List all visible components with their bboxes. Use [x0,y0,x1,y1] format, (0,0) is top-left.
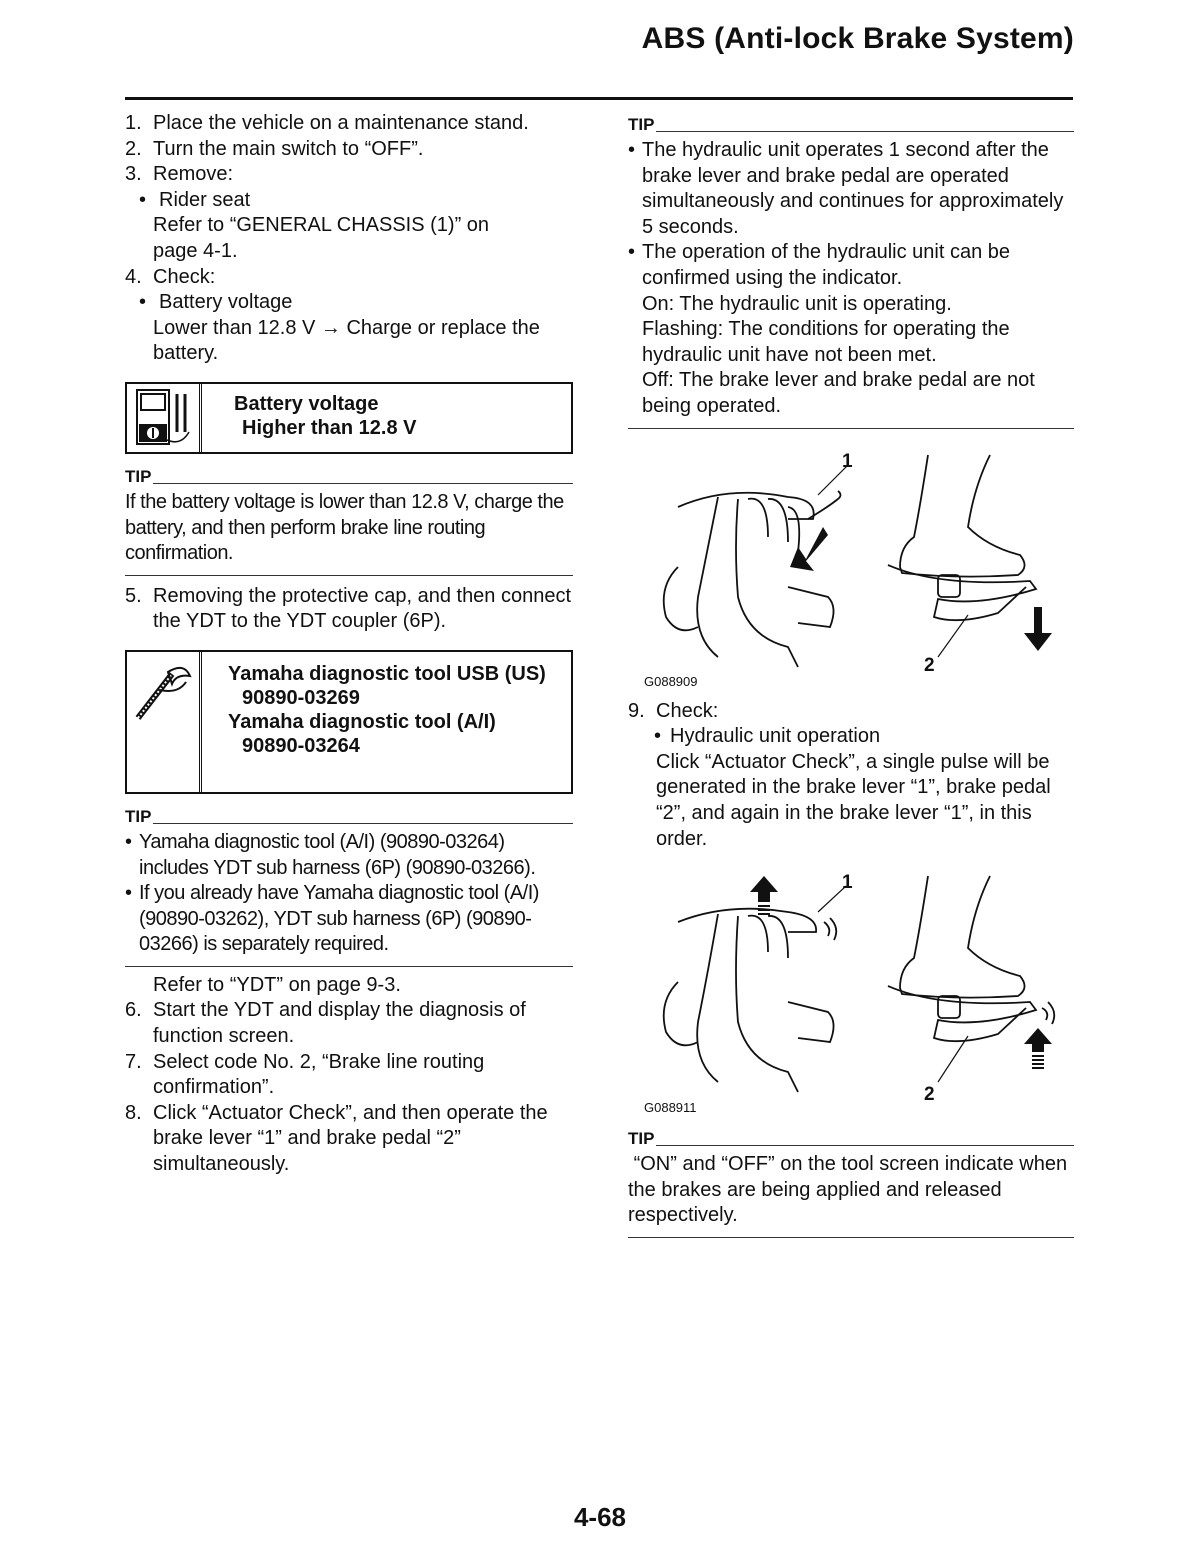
bullet-icon: • [139,291,147,314]
step-text: Select code No. 2, “Brake line routing confirmation”. [153,1050,485,1099]
spec-value: Higher than 12.8 V [242,416,417,439]
figure-code: G088909 [644,673,698,689]
battery-spec-box [125,382,573,454]
step-number: 8. [125,1101,142,1124]
press-arrow-icon [1024,607,1052,651]
pulse-arrow-icon [750,876,778,902]
step-number: 6. [125,999,142,1022]
tip-heading: TIP [628,116,1074,134]
indicator-flashing: Flashing: The conditions for operating the hydraulic unit have not been met. [642,318,1010,366]
left-column [125,111,573,1178]
right-column [628,116,1074,1238]
tip-on-off: “ON” and “OFF” on the tool screen indicate when the brakes are being applied and released respectively. [628,1148,1074,1238]
step-text: Check: [656,699,719,722]
step-number: 9. [628,699,645,722]
tool-part-number: 90890-03264 [242,734,360,757]
check9-text: Click “Actuator Check”, a single pulse will be generated in the brake lever “1”, brake pedal “2”, and again in the brake lever “1”, in this order. [656,750,1051,850]
bullet-icon: • [139,188,147,211]
step-text: Click “Actuator Check”, and then operate the brake lever “1” and brake pedal “2” simultaneously. [153,1101,548,1176]
step-2 [125,137,573,163]
tip-bullet: • If you already have Yamaha diagnostic tool (A/I) (90890-03262), YDT sub harness (6P) (90890-03266) is separately required. [125,882,539,956]
page-number: 4-68 [573,1502,627,1532]
step-text: Turn the main switch to “OFF”. [153,137,424,160]
pulse-illustration [638,872,1068,1102]
step-text: Check: [153,265,216,288]
figure-pulse-check [628,872,1074,1122]
step-7 [125,1050,573,1101]
tool-part-number: 90890-03269 [242,686,360,709]
step-1 [125,111,573,137]
step-number: 2. [125,137,142,160]
step-number: 5. [125,584,142,607]
callout-lever: 1 [842,450,853,472]
pulse-arrow-icon [1024,1028,1052,1052]
tool-list [202,652,558,792]
step-9 [628,699,1074,725]
tip-bullet: • The hydraulic unit operates 1 second after the brake lever and brake pedal are operated simultaneously and continues for approximately 5 seconds. [628,139,1064,238]
step-text: Removing the protective cap, and then connect the YDT to the YDT coupler (6P). [153,584,572,633]
step-8 [125,1101,573,1178]
spec-label: Battery voltage [234,392,379,415]
step-text: Place the vehicle on a maintenance stand. [153,112,529,134]
header-rule [125,97,1073,100]
step-3 [125,162,573,188]
remove-item: • Rider seat [125,188,573,214]
callout-pedal: 2 [924,1084,935,1106]
tool-box [125,650,573,794]
check9-item: • Hydraulic unit operation [654,725,881,748]
step-number: 3. [125,163,142,186]
step-number: 7. [125,1050,142,1073]
figure-code: G088911 [644,1099,697,1115]
callout-lever: 1 [842,872,853,894]
tip-bullet: • The operation of the hydraulic unit can be confirmed using the indicator. [628,241,1011,289]
spec-text [202,384,427,452]
step-number: 4. [125,265,142,288]
callout-pedal: 2 [924,654,935,676]
step-text: Remove: [153,163,234,186]
tip-heading: TIP [125,468,573,486]
tip-heading: TIP [125,808,573,826]
tip-ydt [125,826,573,967]
tip-hydraulic [628,134,1074,429]
tip-bullet: • Yamaha diagnostic tool (A/I) (90890-03264) includes YDT sub harness (6P) (90890-03266). [125,830,536,879]
indicator-off: Off: The brake lever and brake pedal are not being operated. [642,369,1035,417]
step-6 [125,998,573,1049]
step-4 [125,265,573,291]
multimeter-icon [127,384,202,452]
check-note: Lower than 12.8 V → Charge or replace the battery. [153,316,540,365]
step-text: Start the YDT and display the diagnosis of function screen. [153,999,526,1048]
ydt-reference: Refer to “YDT” on page 9-3. [153,973,401,996]
step-5 [125,584,573,635]
tip-battery: If the battery voltage is lower than 12.8 V, charge the battery, and then perform brake line routing confirmation. [125,486,573,576]
tool-name: Yamaha diagnostic tool (A/I) [228,710,496,733]
step-number: 1. [125,112,142,134]
tool-name: Yamaha diagnostic tool USB (US) [228,662,546,685]
brake-operation-illustration [638,447,1068,677]
tool-icon [127,652,202,792]
remove-reference: Refer to “GENERAL CHASSIS (1)” on page 4-1. [153,214,490,262]
check-item: • Battery voltage [125,290,573,316]
indicator-on: On: The hydraulic unit is operating. [642,292,952,315]
figure-simultaneous-operation [628,447,1074,697]
press-arrow-icon [790,527,828,571]
page-title: ABS (Anti-lock Brake System) [641,22,1074,55]
tip-heading: TIP [628,1130,1074,1148]
